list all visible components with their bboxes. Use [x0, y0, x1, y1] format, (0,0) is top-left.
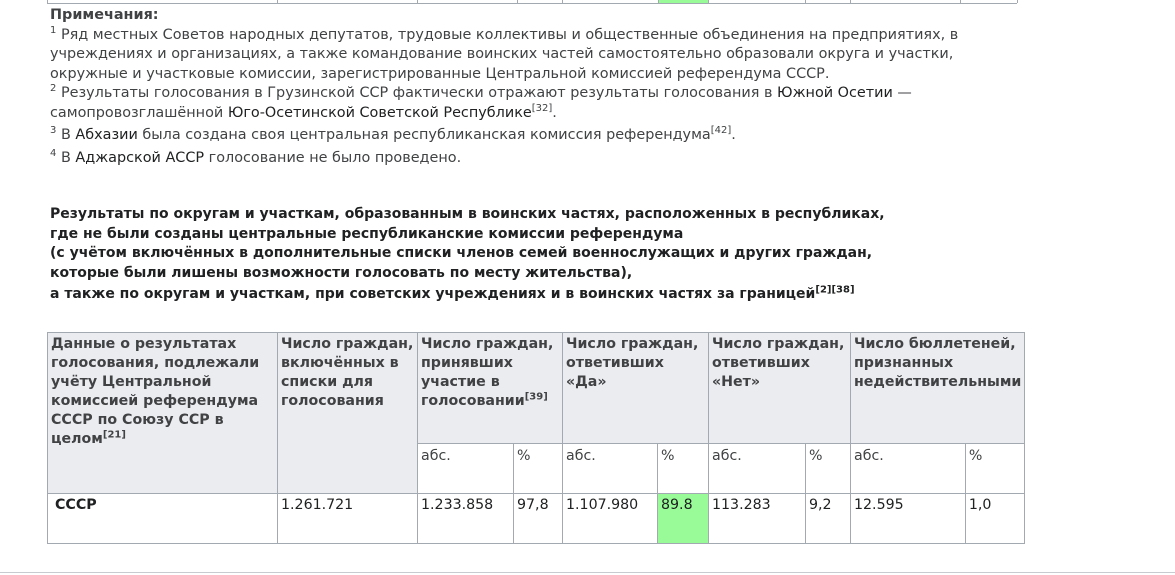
note-4: [50, 149, 1010, 169]
cell-no-pct: 9,2: [806, 494, 851, 544]
note-text: была создана своя центральная республиканская комиссия референдума: [137, 127, 711, 143]
cell-participated-abs: 1.233.858: [418, 494, 514, 544]
ref-link[interactable]: [39]: [524, 391, 548, 403]
note-text: — самопровозглашённой: [50, 85, 912, 121]
note-text: .: [552, 104, 557, 121]
cell-no-abs: 113.283: [709, 494, 806, 544]
note-text: голосование не было проведено.: [204, 149, 462, 166]
subheader-abs: абс.: [709, 444, 806, 494]
header-text: Число граждан, принявших участие в голосовании: [421, 336, 554, 409]
note-text: Результаты голосования в Грузинской ССР фактически отражают результаты голосования в: [60, 85, 778, 101]
header-registered: Число граждан, включённых в списки для голосования: [278, 333, 418, 494]
caption-line: [50, 285, 950, 305]
cell-participated-pct: 97,8: [514, 494, 563, 544]
table-caption: [50, 205, 950, 305]
caption-line: где не были созданы центральные республиканские комиссии референдума: [50, 225, 684, 242]
note-text: В: [60, 127, 76, 143]
header-invalid: Число бюллетеней, признанных недействительными: [851, 333, 1025, 444]
note-number: 2: [50, 83, 57, 95]
ref-link[interactable]: [32]: [531, 102, 553, 114]
table-row: [48, 494, 1025, 544]
ref-link[interactable]: [21]: [102, 429, 126, 441]
cell-invalid-abs: 12.595: [851, 494, 966, 544]
note-number: 4: [50, 147, 57, 159]
link-south-ossetian-republic[interactable]: Юго-Осетинской Советской Республике: [227, 104, 532, 121]
note-2: [50, 84, 1010, 123]
previous-table-bottom: [47, 0, 1017, 4]
link-south-ossetia[interactable]: Южной Осетии: [777, 85, 893, 101]
cell-total: 1.261.721: [278, 494, 418, 544]
results-table: [47, 332, 1025, 544]
cell-yes-abs: 1.107.980: [563, 494, 658, 544]
header-data-source: [48, 333, 278, 494]
note-number: 1: [50, 24, 57, 36]
caption-line: которые были лишены возможности голосовать по месту жительства),: [50, 264, 633, 281]
caption-text: а также по округам и участкам, при советских учреждениях и в воинских частях за границей: [50, 286, 816, 302]
caption-line: (с учётом включённых в дополнительные списки членов семей военнослужащих и других граждан,: [50, 245, 873, 261]
subheader-pct: %: [965, 444, 1025, 494]
ref-link[interactable]: [42]: [710, 125, 732, 137]
note-number: 3: [50, 125, 57, 137]
divider: [0, 572, 1175, 573]
note-3: [50, 126, 1010, 146]
header-yes: Число граждан, ответивших «Да»: [563, 333, 709, 444]
notes-title: Примечания:: [50, 7, 159, 23]
header-no: Число граждан, ответивших «Нет»: [709, 333, 851, 444]
header-text: Данные о результатах голосования, подлежали учёту Центральной комиссией референдума СССР по Союзу ССР в целом: [51, 336, 260, 447]
ref-link[interactable]: [2][38]: [815, 284, 855, 296]
subheader-pct: %: [514, 444, 563, 494]
subheader-abs: абс.: [418, 444, 514, 494]
note-text: Ряд местных Советов народных депутатов, трудовые коллективы и общественные объединения на предприятиях, в учреждениях и организациях, а также командование воинских частей самостоятельно образовали округа и участки, окружные и участковые комиссии, зарегистрированные Центральной комиссией референдума СССР.: [50, 26, 959, 82]
subheader-abs: абс.: [851, 444, 966, 494]
notes-section: [50, 6, 1010, 168]
caption-line: Результаты по округам и участкам, образованным в воинских частях, расположенных в республиках,: [50, 206, 885, 222]
subheader-pct: %: [658, 444, 709, 494]
note-1: [50, 26, 1010, 85]
link-abkhazia[interactable]: Абхазии: [75, 127, 138, 143]
subheader-pct: %: [806, 444, 851, 494]
note-text: .: [731, 127, 736, 143]
cell-yes-pct: 89.8: [658, 494, 709, 544]
link-adjara[interactable]: Аджарской АССР: [75, 149, 205, 166]
note-text: В: [60, 149, 76, 166]
header-participated: [418, 333, 563, 444]
subheader-abs: абс.: [563, 444, 658, 494]
row-label: СССР: [48, 494, 278, 544]
cell-invalid-pct: 1,0: [965, 494, 1025, 544]
